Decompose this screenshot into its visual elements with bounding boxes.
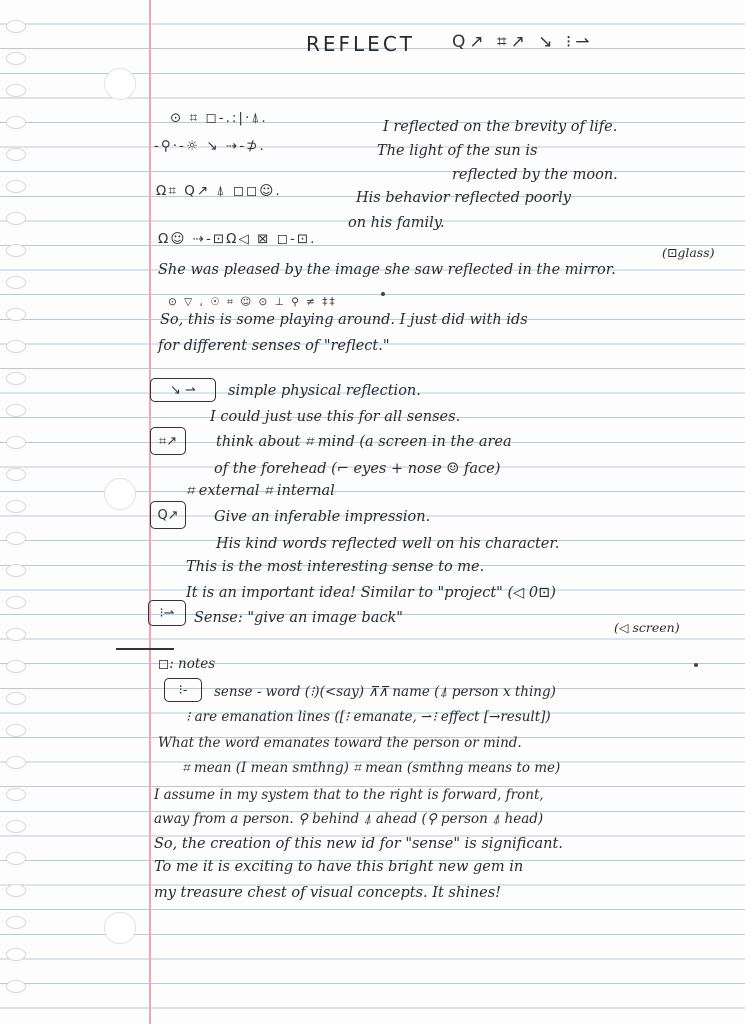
page-title: REFLECT — [306, 32, 415, 56]
note-line: What the word emanates toward the person or mind. — [158, 735, 522, 751]
sense-description: Give an inferable impression. — [214, 509, 431, 525]
ids-paragraph-line: for different senses of "reflect." — [158, 338, 390, 354]
example-english: The light of the sun is — [377, 143, 538, 159]
sense-description: It is an important idea! Similar to "project" (◁ 0⊡) — [186, 585, 556, 601]
sense-description: simple physical reflection. — [228, 383, 421, 399]
impression-icon: Q↗ — [150, 501, 186, 529]
sense-box-icon: ⁝- — [164, 678, 202, 702]
example-english: reflected by the moon. — [452, 167, 618, 183]
sense-description: This is the most interesting sense to me. — [186, 559, 485, 575]
screen-note: (◁ screen) — [614, 620, 680, 635]
example-glyphs: Ω⌗ Q↗ ⍋ ◻◻☺. — [156, 183, 282, 199]
physical-reflection-icon: ↘ ⇀ — [150, 378, 216, 402]
binder-hole — [104, 912, 136, 944]
sense-description: think about ⌗ mind (a screen in the area — [216, 434, 512, 450]
mirror-sentence: She was pleased by the image she saw reflected in the mirror. — [158, 262, 616, 278]
sense-icon: ⁝⇀ — [148, 600, 186, 626]
example-english: I reflected on the brevity of life. — [383, 119, 618, 135]
note-line: sense - word (⁝)(<say) ⊼⊼ name (⍋ person x thing) — [214, 684, 556, 700]
perforated-edge — [0, 0, 60, 1024]
note-line: my treasure chest of visual concepts. It shines! — [154, 885, 501, 901]
binder-hole — [104, 68, 136, 100]
example-glyphs: -⚲·-☼ ↘ ⇢-⊅. — [154, 138, 266, 154]
note-line: So, the creation of this new id for "sense" is significant. — [154, 836, 563, 852]
title-icons: Q↗ ⌗↗ ↘ ⁝⇀ — [452, 32, 594, 52]
sense-description: of the forehead (⌐ eyes + nose ☺ face) — [214, 461, 501, 477]
glass-note: (⊡glass) — [662, 245, 715, 260]
pen-dot — [381, 292, 385, 296]
example-glyphs: Ω☺ ⇢-⊡Ω◁ ⊠ ◻-⊡. — [158, 231, 317, 247]
sense-description: ⌗ external ⌗ internal — [186, 483, 335, 499]
ids-glyphs: ⊙ ▽ , ☉ ⌗ ☺ ⊙ ⊥ ⚲ ≠ ‡‡ — [168, 296, 337, 308]
ids-paragraph-line: So, this is some playing around. I just did with ids — [160, 312, 528, 328]
note-line: To me it is exciting to have this bright new gem in — [154, 859, 524, 875]
example-glyphs: ⊙ ⌗ ◻-.:|·⍋. — [170, 110, 268, 126]
note-line: ⁝ are emanation lines ([⁝ emanate, ⇀⁝ effect [→result]) — [186, 709, 551, 725]
sense-description: His kind words reflected well on his character. — [216, 536, 560, 552]
note-line: away from a person. ⚲ behind ⍋ ahead (⚲ person ⍋ head) — [154, 811, 544, 827]
divider — [116, 648, 174, 650]
sense-description: I could just use this for all senses. — [210, 409, 461, 425]
pen-dot — [694, 663, 698, 667]
notes-heading: ◻: notes — [158, 656, 216, 672]
example-english: on his family. — [348, 215, 445, 231]
binder-hole — [104, 478, 136, 510]
note-line: I assume in my system that to the right is forward, front, — [154, 787, 544, 803]
think-about-icon: ⌗↗ — [150, 427, 186, 455]
sense-description: Sense: "give an image back" — [194, 610, 403, 626]
note-line: ⌗ mean (I mean smthng) ⌗ mean (smthng means to me) — [182, 760, 561, 776]
example-english: His behavior reflected poorly — [356, 190, 571, 206]
